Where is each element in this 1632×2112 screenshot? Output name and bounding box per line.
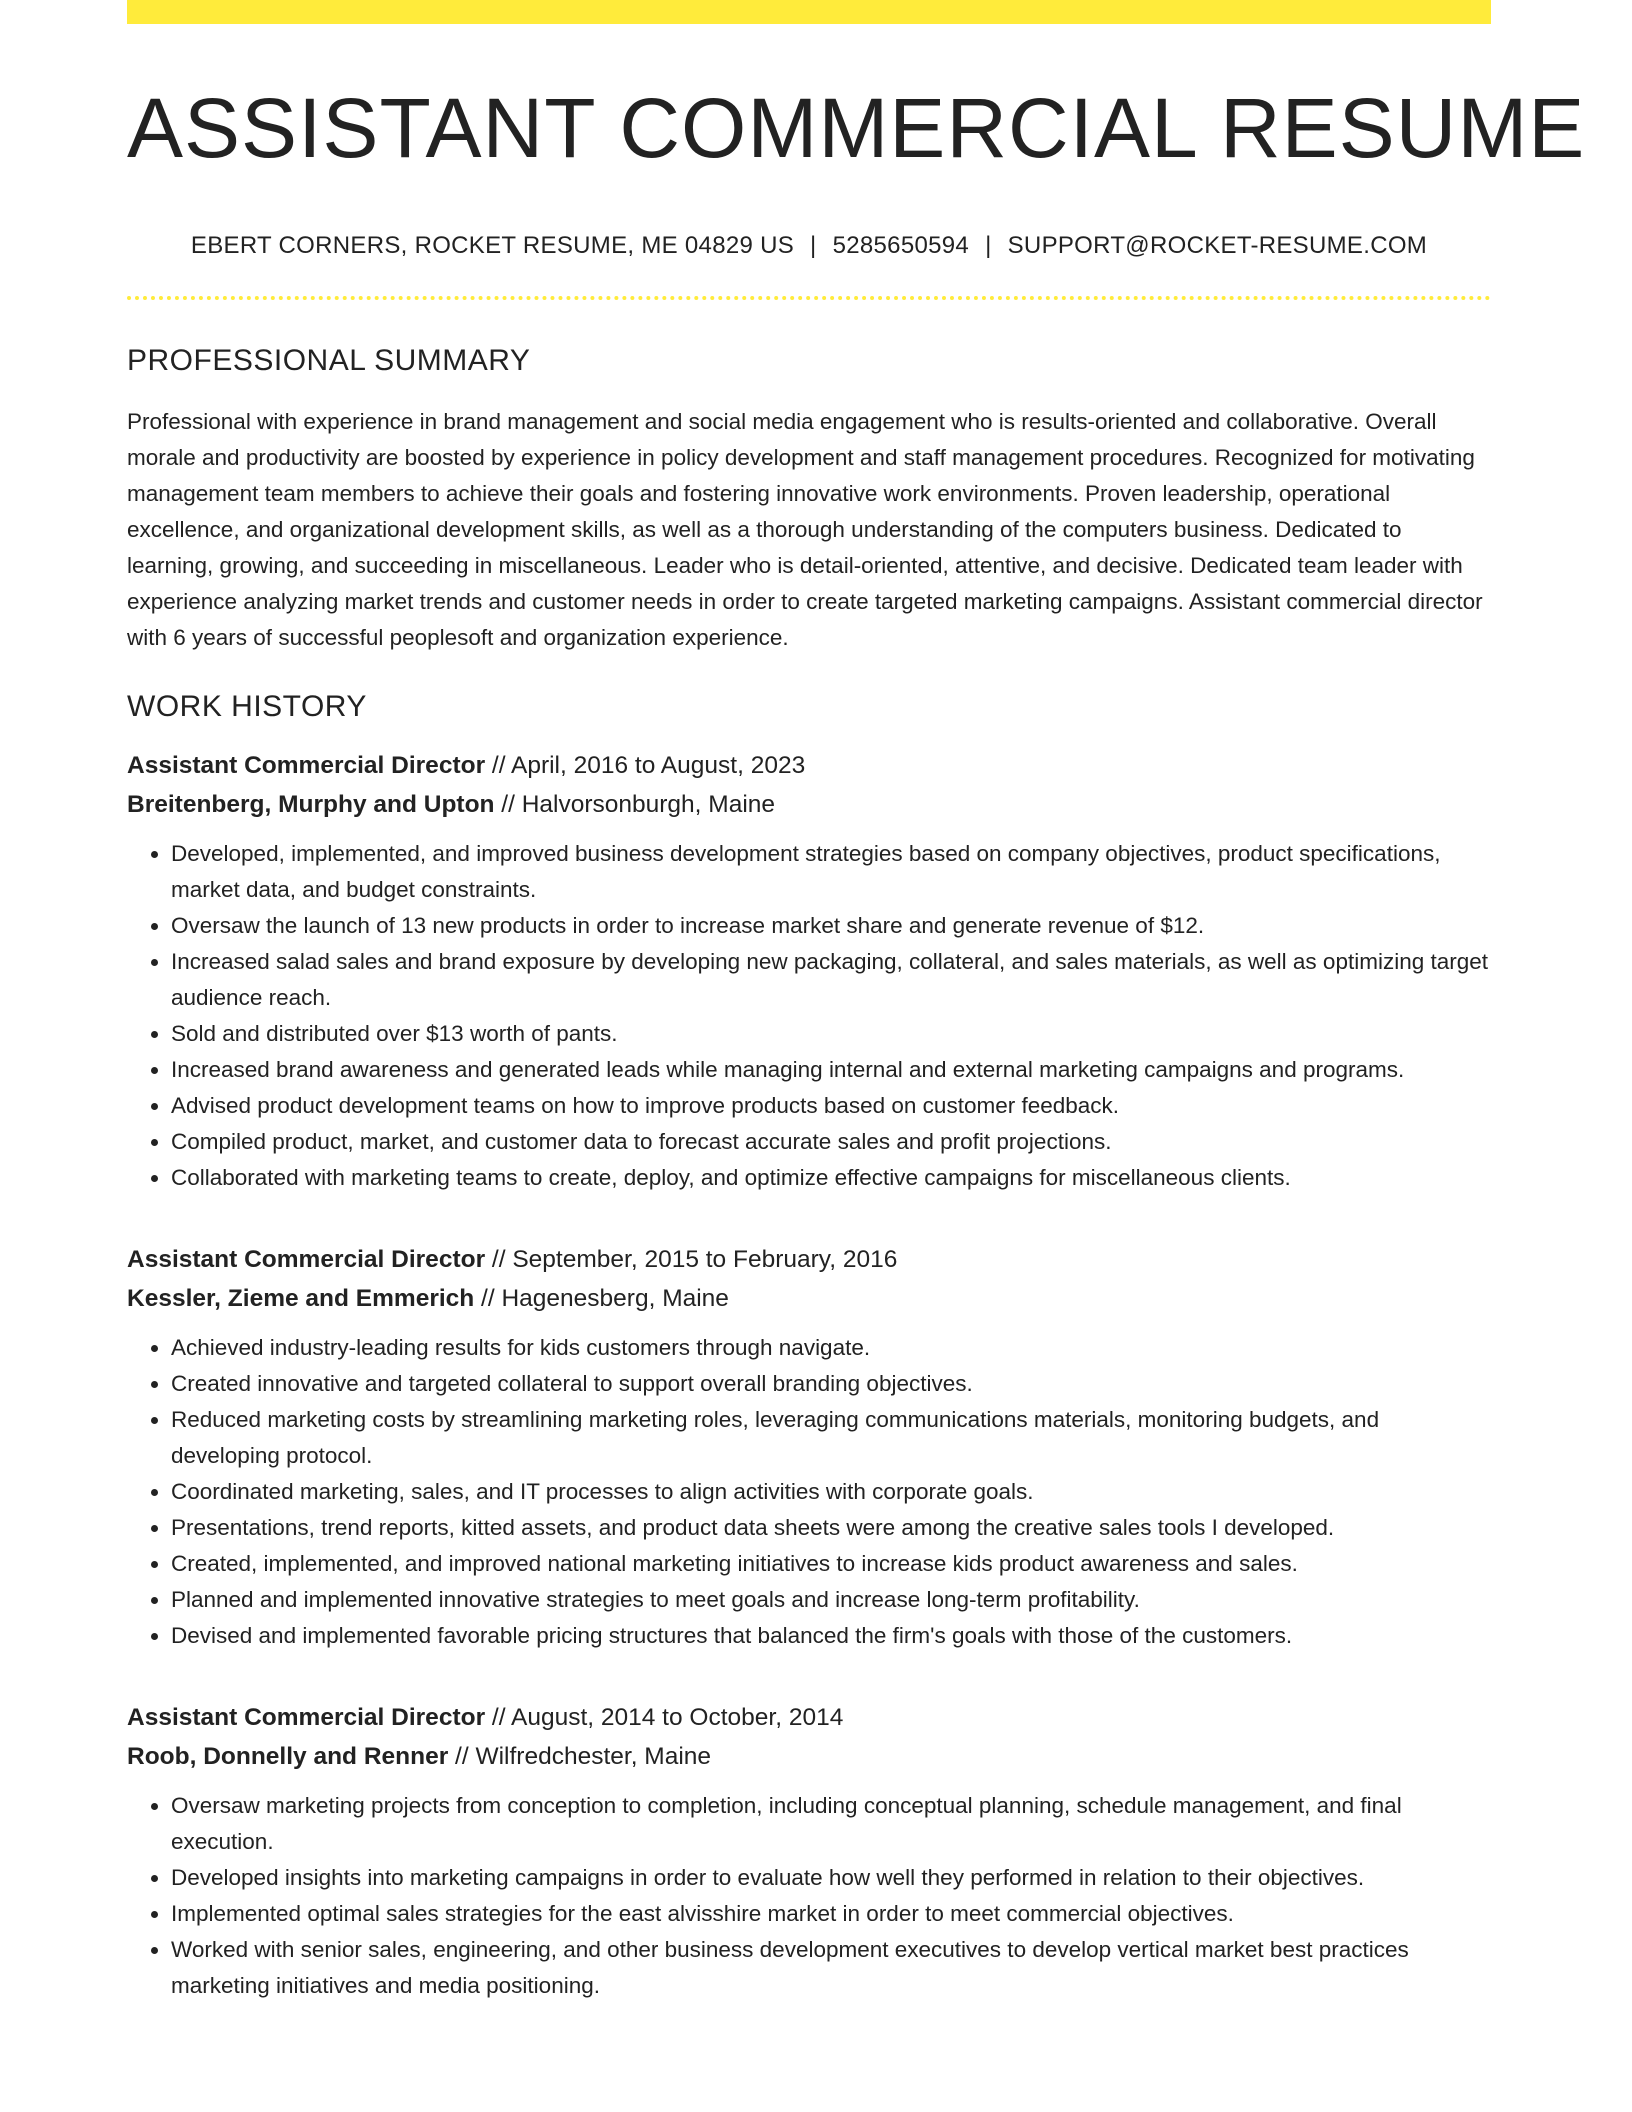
- contact-phone: 5285650594: [832, 232, 970, 260]
- job-company-line: [127, 1737, 1491, 1776]
- job-title-line: [127, 746, 1491, 785]
- job-company-line: [127, 1279, 1491, 1318]
- work-history-heading: WORK HISTORY: [127, 690, 367, 724]
- job-bullet: • Implemented optimal sales strategies for the east alvisshire market in order to meet commercial objectives.: [171, 1896, 1491, 1932]
- job-title-line: [127, 1698, 1491, 1737]
- job-title-line: [127, 1240, 1491, 1279]
- contact-separator: |: [985, 232, 992, 260]
- contact-address: EBERT CORNERS, ROCKET RESUME, ME 04829 US: [190, 232, 795, 260]
- job-role: Assistant Commercial Director: [127, 752, 486, 780]
- job-dates: // September, 2015 to February, 2016: [485, 1246, 898, 1274]
- job-bullet: • Oversaw the launch of 13 new products in order to increase market share and generate revenue of $12.: [171, 908, 1491, 944]
- job-company: Breitenberg, Murphy and Upton: [127, 791, 495, 819]
- job-bullet: • Collaborated with marketing teams to create, deploy, and optimize effective campaigns for miscellaneous clients.: [171, 1160, 1491, 1196]
- job-bullet: • Developed, implemented, and improved business development strategies based on company objectives, product specifications, market data, and budget constraints.: [171, 836, 1491, 908]
- job-role: Assistant Commercial Director: [127, 1246, 486, 1274]
- job-company-line: [127, 785, 1491, 824]
- job-location: // Halvorsonburgh, Maine: [494, 791, 776, 819]
- contact-line: [127, 232, 1491, 260]
- job-bullets: [127, 1330, 1491, 1654]
- job-bullets: [127, 836, 1491, 1196]
- contact-separator: |: [810, 232, 817, 260]
- job-bullet: • Increased brand awareness and generated leads while managing internal and external marketing campaigns and programs.: [171, 1052, 1491, 1088]
- resume-page: [127, 0, 1586, 2004]
- summary-heading: PROFESSIONAL SUMMARY: [127, 344, 531, 378]
- job-dates: // August, 2014 to October, 2014: [485, 1704, 844, 1732]
- dotted-divider: [127, 296, 1491, 300]
- job-bullet: • Compiled product, market, and customer data to forecast accurate sales and profit projections.: [171, 1124, 1491, 1160]
- job-bullet: • Achieved industry-leading results for kids customers through navigate.: [171, 1330, 1491, 1366]
- summary-text: Professional with experience in brand management and social media engagement who is results-oriented and collaborative. Overall morale and productivity are boosted by experience in policy development and staff management procedures. Recognized for motivating management team members to achieve their goals and fostering innovative work environments. Proven leadership, operational excellence, and organizational development skills, as well as a thorough understanding of the computers business. Dedicated to learning, growing, and succeeding in miscellaneous. Leader who is detail-oriented, attentive, and decisive. Dedicated team leader with experience analyzing market trends and customer needs in order to create targeted marketing campaigns. Assistant commercial director with 6 years of successful peoplesoft and organization experience.: [127, 409, 1483, 651]
- job-bullet: • Increased salad sales and brand exposure by developing new packaging, collateral, and sales materials, as well as optimizing target audience reach.: [171, 944, 1491, 1016]
- job-bullet: • Created innovative and targeted collateral to support overall branding objectives.: [171, 1366, 1491, 1402]
- job-dates: // April, 2016 to August, 2023: [485, 752, 806, 780]
- job-location: // Hagenesberg, Maine: [474, 1285, 729, 1313]
- top-accent-bar: [127, 0, 1491, 24]
- job-entry: [127, 1698, 1491, 2004]
- job-bullet: • Worked with senior sales, engineering, and other business development executives to develop vertical market best practices marketing initiatives and media positioning.: [171, 1932, 1491, 2004]
- job-bullet: • Developed insights into marketing campaigns in order to evaluate how well they performed in relation to their objectives.: [171, 1860, 1491, 1896]
- job-bullet: • Reduced marketing costs by streamlining marketing roles, leveraging communications materials, monitoring budgets, and developing protocol.: [171, 1402, 1491, 1474]
- resume-title: ASSISTANT COMMERCIAL RESUME: [127, 81, 1586, 175]
- job-bullets: [127, 1788, 1491, 2004]
- job-bullet: • Coordinated marketing, sales, and IT processes to align activities with corporate goals.: [171, 1474, 1491, 1510]
- job-company: Kessler, Zieme and Emmerich: [127, 1285, 475, 1313]
- job-entry: [127, 746, 1491, 1196]
- job-bullet: • Presentations, trend reports, kitted assets, and product data sheets were among the creative sales tools I developed.: [171, 1510, 1491, 1546]
- job-bullet: • Created, implemented, and improved national marketing initiatives to increase kids product awareness and sales.: [171, 1546, 1491, 1582]
- job-company: Roob, Donnelly and Renner: [127, 1743, 449, 1771]
- job-bullet: • Advised product development teams on how to improve products based on customer feedback.: [171, 1088, 1491, 1124]
- job-bullet: • Devised and implemented favorable pricing structures that balanced the firm's goals with those of the customers.: [171, 1618, 1491, 1654]
- job-location: // Wilfredchester, Maine: [448, 1743, 712, 1771]
- contact-email: SUPPORT@ROCKET-RESUME.COM: [1007, 232, 1428, 260]
- job-bullet: • Oversaw marketing projects from conception to completion, including conceptual planning, schedule management, and final execution.: [171, 1788, 1491, 1860]
- job-entry: [127, 1240, 1491, 1654]
- job-bullet: • Sold and distributed over $13 worth of pants.: [171, 1016, 1491, 1052]
- job-bullet: • Planned and implemented innovative strategies to meet goals and increase long-term profitability.: [171, 1582, 1491, 1618]
- job-role: Assistant Commercial Director: [127, 1704, 486, 1732]
